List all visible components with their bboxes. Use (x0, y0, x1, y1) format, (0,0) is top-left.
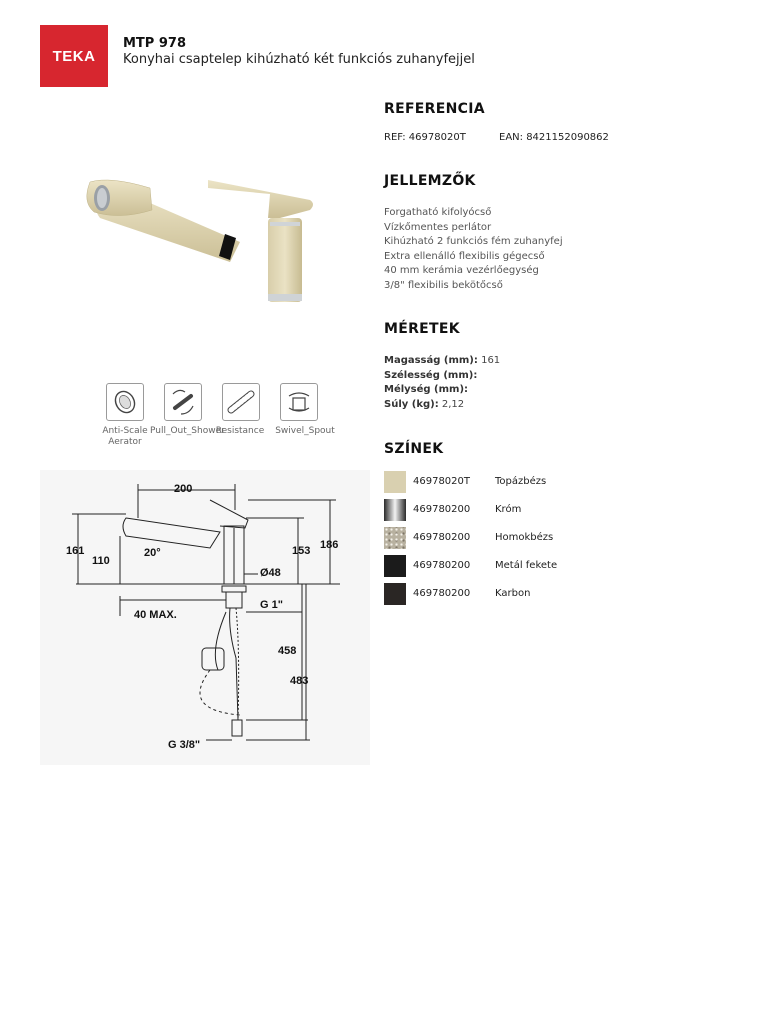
pull-out-shower-icon (165, 384, 201, 420)
dim-label: Súly (kg): (384, 398, 439, 410)
dim-value: 2,12 (441, 398, 465, 410)
dim-angle-20: 20° (144, 547, 161, 559)
color-code: 469780200 (413, 532, 471, 543)
feature-aerator (106, 383, 144, 421)
feature-label-pull-out-shower: Pull_Out_Shower (150, 426, 225, 436)
color-code: 469780200 (413, 560, 471, 571)
ean-number: EAN: 8421152090862 (499, 132, 609, 143)
color-name: Homokbézs (495, 532, 554, 543)
color-option-homokbezs (384, 527, 684, 549)
feature-item: Extra ellenálló flexibilis gégecső (384, 250, 545, 262)
dim-row-width (384, 369, 500, 384)
color-swatch (384, 499, 406, 521)
feature-label-swivel-spout: Swivel_Spout (275, 426, 335, 436)
feature-pull-out-shower (164, 383, 202, 421)
brand-logo-text: TEKA (52, 47, 96, 65)
teka-logo (40, 25, 108, 87)
dim-height-458: 458 (278, 645, 297, 657)
feature-item: 40 mm kerámia vezérlőegység (384, 265, 539, 276)
feature-item: Kihúzható 2 funkciós fém zuhanyfej (384, 236, 563, 247)
dim-height-153: 153 (292, 545, 311, 557)
feature-item: Vízkőmentes perlátor (384, 221, 492, 233)
color-swatch (384, 527, 406, 549)
color-name: Karbon (495, 588, 531, 599)
features-list (384, 206, 563, 293)
heading-szinek: SZÍNEK (384, 441, 444, 457)
heading-meretek: MÉRETEK (384, 321, 460, 337)
color-swatch (384, 555, 406, 577)
product-subtitle: Konyhai csaptelep kihúzható két funkciós zuhanyfejjel (123, 52, 475, 67)
heading-jellemzok: JELLEMZŐK (384, 173, 476, 189)
color-option-karbon (384, 583, 684, 605)
ref-number: REF: 46978020T (384, 132, 466, 143)
dim-label: Szélesség (mm): (384, 369, 478, 381)
color-code: 469780200 (413, 588, 471, 599)
color-name: Metál fekete (495, 560, 558, 571)
color-option-metal-fekete (384, 555, 684, 577)
color-swatch (384, 471, 406, 493)
color-code: 469780200 (413, 504, 471, 515)
heading-referencia: REFERENCIA (384, 101, 485, 117)
feature-item: 3/8" flexibilis bekötőcső (384, 279, 503, 291)
dim-height-483: 483 (290, 675, 309, 687)
color-swatch (384, 583, 406, 605)
swivel-spout-icon (281, 384, 317, 420)
dim-thread-g1: G 1" (260, 599, 283, 611)
dim-row-weight (384, 398, 500, 413)
resistance-hose-icon (223, 384, 259, 420)
dim-40-max: 40 MAX. (134, 609, 177, 621)
feature-swivel-spout (280, 383, 318, 421)
dim-width-200: 200 (174, 483, 193, 495)
feature-label-aerator: Anti-Scale Aerator (102, 426, 148, 447)
dim-value: 161 (481, 355, 501, 366)
feature-item: Forgatható kifolyócső (384, 207, 492, 218)
dim-height-110: 110 (92, 555, 110, 567)
dimensions-list (384, 354, 500, 412)
color-code: 46978020T (413, 476, 471, 487)
dim-row-depth (384, 383, 500, 398)
technical-drawing (40, 470, 370, 765)
dim-height-186: 186 (320, 539, 339, 551)
dim-label: Magasság (mm): (384, 355, 478, 366)
dim-label: Mélység (mm): (384, 384, 469, 395)
product-photo (80, 170, 330, 315)
dim-height-161: 161 (66, 545, 85, 557)
model-number: MTP 978 (123, 36, 186, 51)
color-option-krom (384, 499, 684, 521)
dim-row-height (384, 354, 500, 369)
color-name: Króm (495, 504, 522, 515)
aerator-icon (107, 384, 143, 420)
feature-resistance (222, 383, 260, 421)
dim-thread-g38: G 3/8" (168, 739, 201, 751)
dim-diameter-48: Ø48 (260, 567, 281, 579)
feature-label-resistance: Resistance (215, 426, 265, 436)
color-option-topazbezs (384, 471, 684, 493)
color-name: Topázbézs (495, 476, 547, 487)
